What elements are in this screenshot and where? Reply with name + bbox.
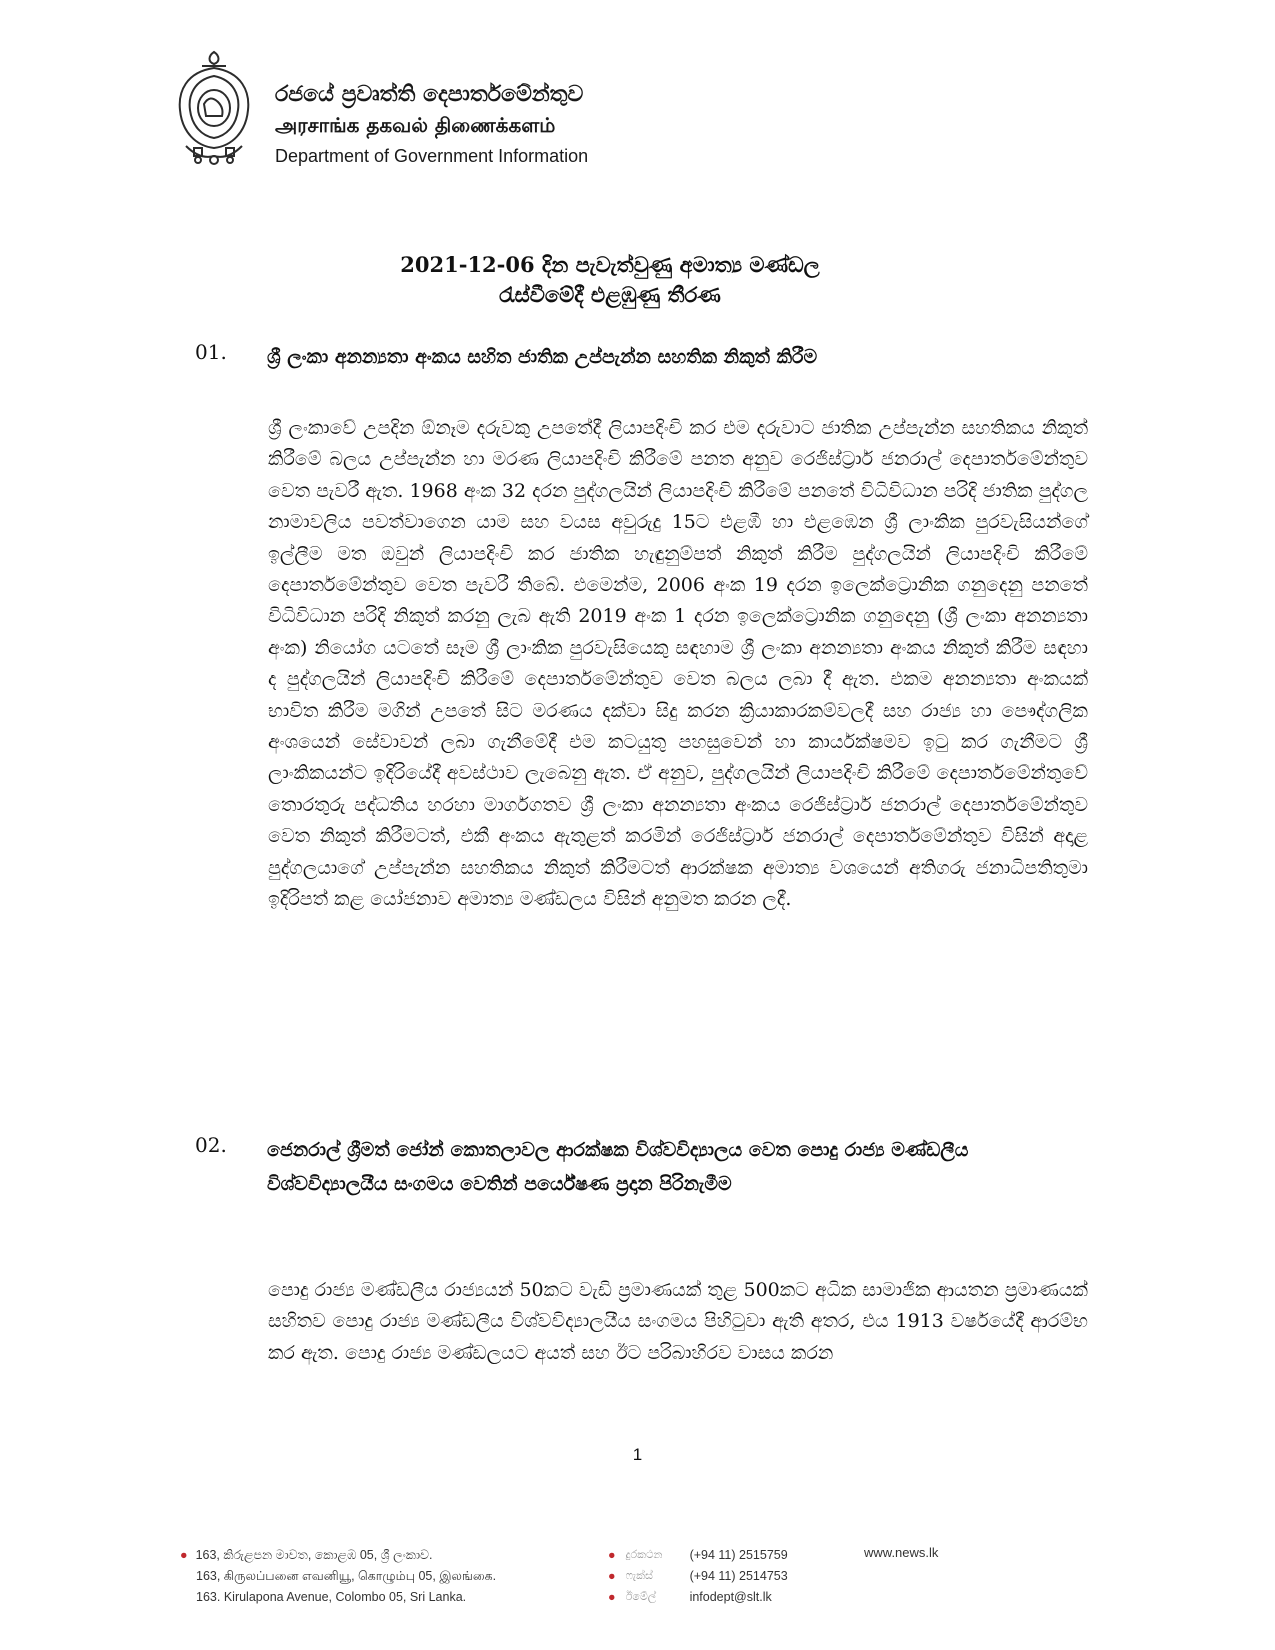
footer-contacts xyxy=(608,1545,788,1608)
section-02-heading xyxy=(195,1133,1095,1201)
section-01-body: ශ්‍රී ලංකාවේ උපදින ඕනෑම දරුවකු උපතේදී ලියාපදිංචි කර එම දරුවාට ජාතික උප්පැන්න සහතිකය නිකුත් කිරීමේ බලය උප්පැන්න හා මරණ ලියාපදිංචි කිරීමේ පනත අනුව රෙජිස්ට්‍රාර් ජනරාල් දෙපාර්තමේන්තුව වෙත පැවරී ඇත. 1968 අංක 32 දරන පුද්ගලයින් ලියාපදිංචි කිරීමේ පනතේ විධිවිධාන පරිදි ජාතික පුද්ගල නාමාවලිය පවත්වාගෙන යාම සහ වයස අවුරුදු 15ට එළඹී හා එළඹෙන ශ්‍රී ලාංකික පුරවැසියන්ගේ ඉල්ලීම මත ඔවුන් ලියාපදිංචි කර ජාතික හැඳුනුම්පත් නිකුත් කිරීම පුද්ගලයින් ලියාපදිංචි කිරීමේ දෙපාර්තමේන්තුව වෙත පැවරී තිබේ. එමෙන්ම, 2006 අංක 19 දරන ඉලෙක්ට්‍රොනික ගනුදෙනු පනතේ විධිවිධාන පරිදි නිකුත් කරනු ලැබ ඇති 2019 අංක 1 දරන ඉලෙක්ට්‍රොනික ගනුදෙනු (ශ්‍රී ලංකා අනන්‍යතා අංක) නියෝග යටතේ සෑම ශ්‍රී ලාංකික පුරවැසියෙකු සඳහාම ශ්‍රී ලංකා අනන්‍යතා අංකය නිකුත් කිරීම සඳහා ද පුද්ගලයින් ලියාපදිංචි කිරීමේ දෙපාර්තමේන්තුව වෙත බලය ලබා දී ඇත. එකම අනන්‍යතා අංකයක් භාවිත කිරීම මගින් උපතේ සිට මරණය දක්වා සිදු කරන ක්‍රියාකාරකම්වලදී සහ රාජ්‍ය හා පෞද්ගලික අංශයෙන් සේවාවන් ලබා ගැනීමේදී එම කටයුතු පහසුවෙන් හා කාර්යක්ෂමව ඉටු කර ගැනීමට ශ්‍රී ලාංකිකයන්ට ඉදිරියේදී අවස්ථාව ලැබෙනු ඇත. ඒ අනුව, පුද්ගලයින් ලියාපදිංචි කිරීමේ දෙපාර්තමේන්තුවේ තොරතුරු පද්ධතිය හරහා මාර්ගගතව ශ්‍රී ලංකා අනන්‍යතා අංකය රෙජිස්ට්‍රාර් ජනරාල් දෙපාර්තමේන්තුව වෙත නිකුත් කිරීමටත්, එකී අංකය ඇතුළත් කරමින් රෙජිස්ට්‍රාර් ජනරාල් දෙපාර්තමේන්තුව විසින් අදාළ පුද්ගලයාගේ උප්පැන්න සහතිකය නිකුත් කිරීමටත් ආරක්ෂක අමාත්‍ය වශයෙන් අතිගරු ජනාධිපතිතුමා ඉදිරිපත් කළ යෝජනාව අමාත්‍ය මණ්ඩලය විසින් අනුමත කරන ලදී. xyxy=(268,417,1088,911)
fax-label: ෆැක්ස් xyxy=(625,1570,653,1582)
bullet-icon: ● xyxy=(608,1590,616,1604)
org-name-tamil: அரசாங்க தகவல் திணைக்களம் xyxy=(275,113,556,137)
title-line-2: රැස්වීමේදී එළඹුණු තීරණ xyxy=(499,282,721,307)
phone-number: (+94 11) 2515759 xyxy=(689,1548,788,1562)
org-name-english: Department of Government Information xyxy=(275,146,589,166)
address-tamil: 163, கிருலப்பனை எவனியூ, கொழும்பு 05, இலங்கை. xyxy=(196,1569,497,1583)
fax-row xyxy=(608,1566,788,1587)
email-row xyxy=(608,1587,788,1608)
phone-label: දුරකථන xyxy=(625,1549,663,1561)
sri-lanka-emblem-icon xyxy=(172,48,256,166)
section-01-heading xyxy=(195,340,1095,374)
bullet-icon: ● xyxy=(608,1548,616,1562)
phone-row xyxy=(608,1545,788,1566)
section-title: ශ්‍රී ලංකා අනන්‍යතා අංකය සහිත ජාතික උප්පැන්න සහතික නිකුත් කිරීම xyxy=(267,346,818,368)
website-link[interactable]: www.news.lk xyxy=(864,1545,939,1560)
email-label: ඊමේල් xyxy=(625,1591,657,1603)
document-title xyxy=(300,250,920,310)
page-number: 1 xyxy=(632,1445,643,1464)
section-02-body: පොදු රාජ්‍ය මණ්ඩලීය රාජ්‍යයන් 50කට වැඩි ප්‍රමාණයක් තුළ 500කට අධික සාමාජික ආයතන ප්‍රමාණයක් සහිතව පොදු රාජ්‍ය මණ්ඩලීය විශ්වවිද්‍යාලයීය සංගමය පිහිටුවා ඇති අතර, එය 1913 වර්ෂයේදී ආරම්භ කර ඇත. පොදු රාජ්‍ය මණ්ඩලයට අයත් සහ ඊට පරිබාහිරව වාසය කරන xyxy=(268,1279,1088,1364)
letterhead xyxy=(275,82,588,167)
section-title: ජෙනරාල් ශ්‍රීමත් ජෝන් කොතලාවල ආරක්ෂක විශ්වවිද්‍යාලය වෙත පොදු රාජ්‍ය මණ්ඩලීය විශ්වවිද්‍යාලයීය සංගමය වෙතින් පර්යේෂණ ප්‍රදාන පිරිනැමීම xyxy=(267,1139,969,1195)
org-name-sinhala: රජයේ ප්‍රවෘත්ති දෙපාර්තමේන්තුව xyxy=(275,82,584,107)
address-sinhala: 163, කිරුළපන මාවත, කොළඹ 05, ශ්‍රී ලංකාව. xyxy=(195,1548,433,1562)
title-line-1: 2021-12-06 දින පැවැත්වුණු අමාත්‍ය මණ්ඩල xyxy=(400,252,820,277)
email-address: infodept@slt.lk xyxy=(689,1590,772,1604)
bullet-icon: ● xyxy=(608,1569,616,1583)
bullet-icon: ● xyxy=(180,1548,188,1562)
section-number: 02. xyxy=(195,1133,227,1157)
address-english: Kirulapona Avenue, Colombo 05, Sri Lanka. xyxy=(223,1590,467,1604)
address-english-number: 163. xyxy=(196,1590,221,1604)
fax-number: (+94 11) 2514753 xyxy=(689,1569,788,1583)
footer-address xyxy=(180,1545,496,1608)
section-number: 01. xyxy=(195,340,227,364)
